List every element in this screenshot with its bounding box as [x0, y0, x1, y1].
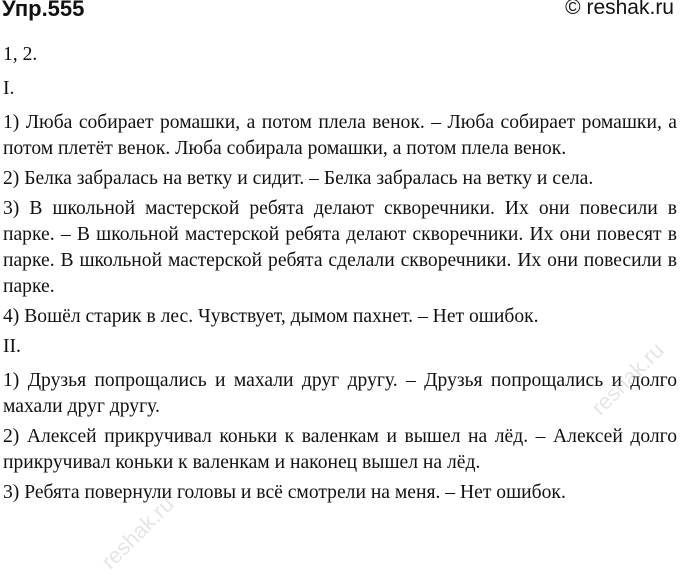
watermark: reshak.ru	[96, 491, 179, 574]
exercise-title: Упр.555	[2, 0, 85, 21]
answer-paragraph-6: 2) Алексей прикручивал коньки к валенкам и вышел на лёд. – Алексей долго прикручивал коньки к валенкам и наконец вышел на лёд.	[3, 426, 677, 473]
watermark: reshak.ru	[586, 337, 669, 420]
answer-content	[3, 42, 677, 510]
answer-paragraph-4: 4) Вошёл старик в лес. Чувствует, дымом пахнет. – Нет ошибок.	[3, 306, 539, 327]
section-heading-2: II.	[3, 336, 21, 357]
task-numbers: 1, 2.	[3, 44, 38, 65]
answer-paragraph-2: 2) Белка забралась на ветку и сидит. – Белка забралась на ветку и села.	[3, 168, 594, 189]
section-heading-1: I.	[3, 78, 15, 99]
answer-paragraph-7: 3) Ребята повернули головы и всё смотрели на меня. – Нет ошибок.	[3, 482, 566, 503]
answer-paragraph-3: 3) В школьной мастерской ребята делают скворечники. Их они повесили в парке. – В школьной мастерской ребята делают скворечники. Их они повесят в парке. В школьной мастерской ребята сделали скворечники. Их они повесили в парке.	[3, 198, 677, 297]
source-label: © reshak.ru	[565, 0, 674, 19]
answer-paragraph-1: 1) Люба собирает ромашки, а потом плела венок. – Люба собирает ромашки, а потом плетёт венок. Люба собирала ромашки, а потом плела венок.	[3, 112, 677, 159]
page-header	[0, 0, 680, 26]
answer-paragraph-5: 1) Друзья попрощались и махали друг другу. – Друзья попрощались и долго махали друг другу.	[3, 370, 677, 417]
